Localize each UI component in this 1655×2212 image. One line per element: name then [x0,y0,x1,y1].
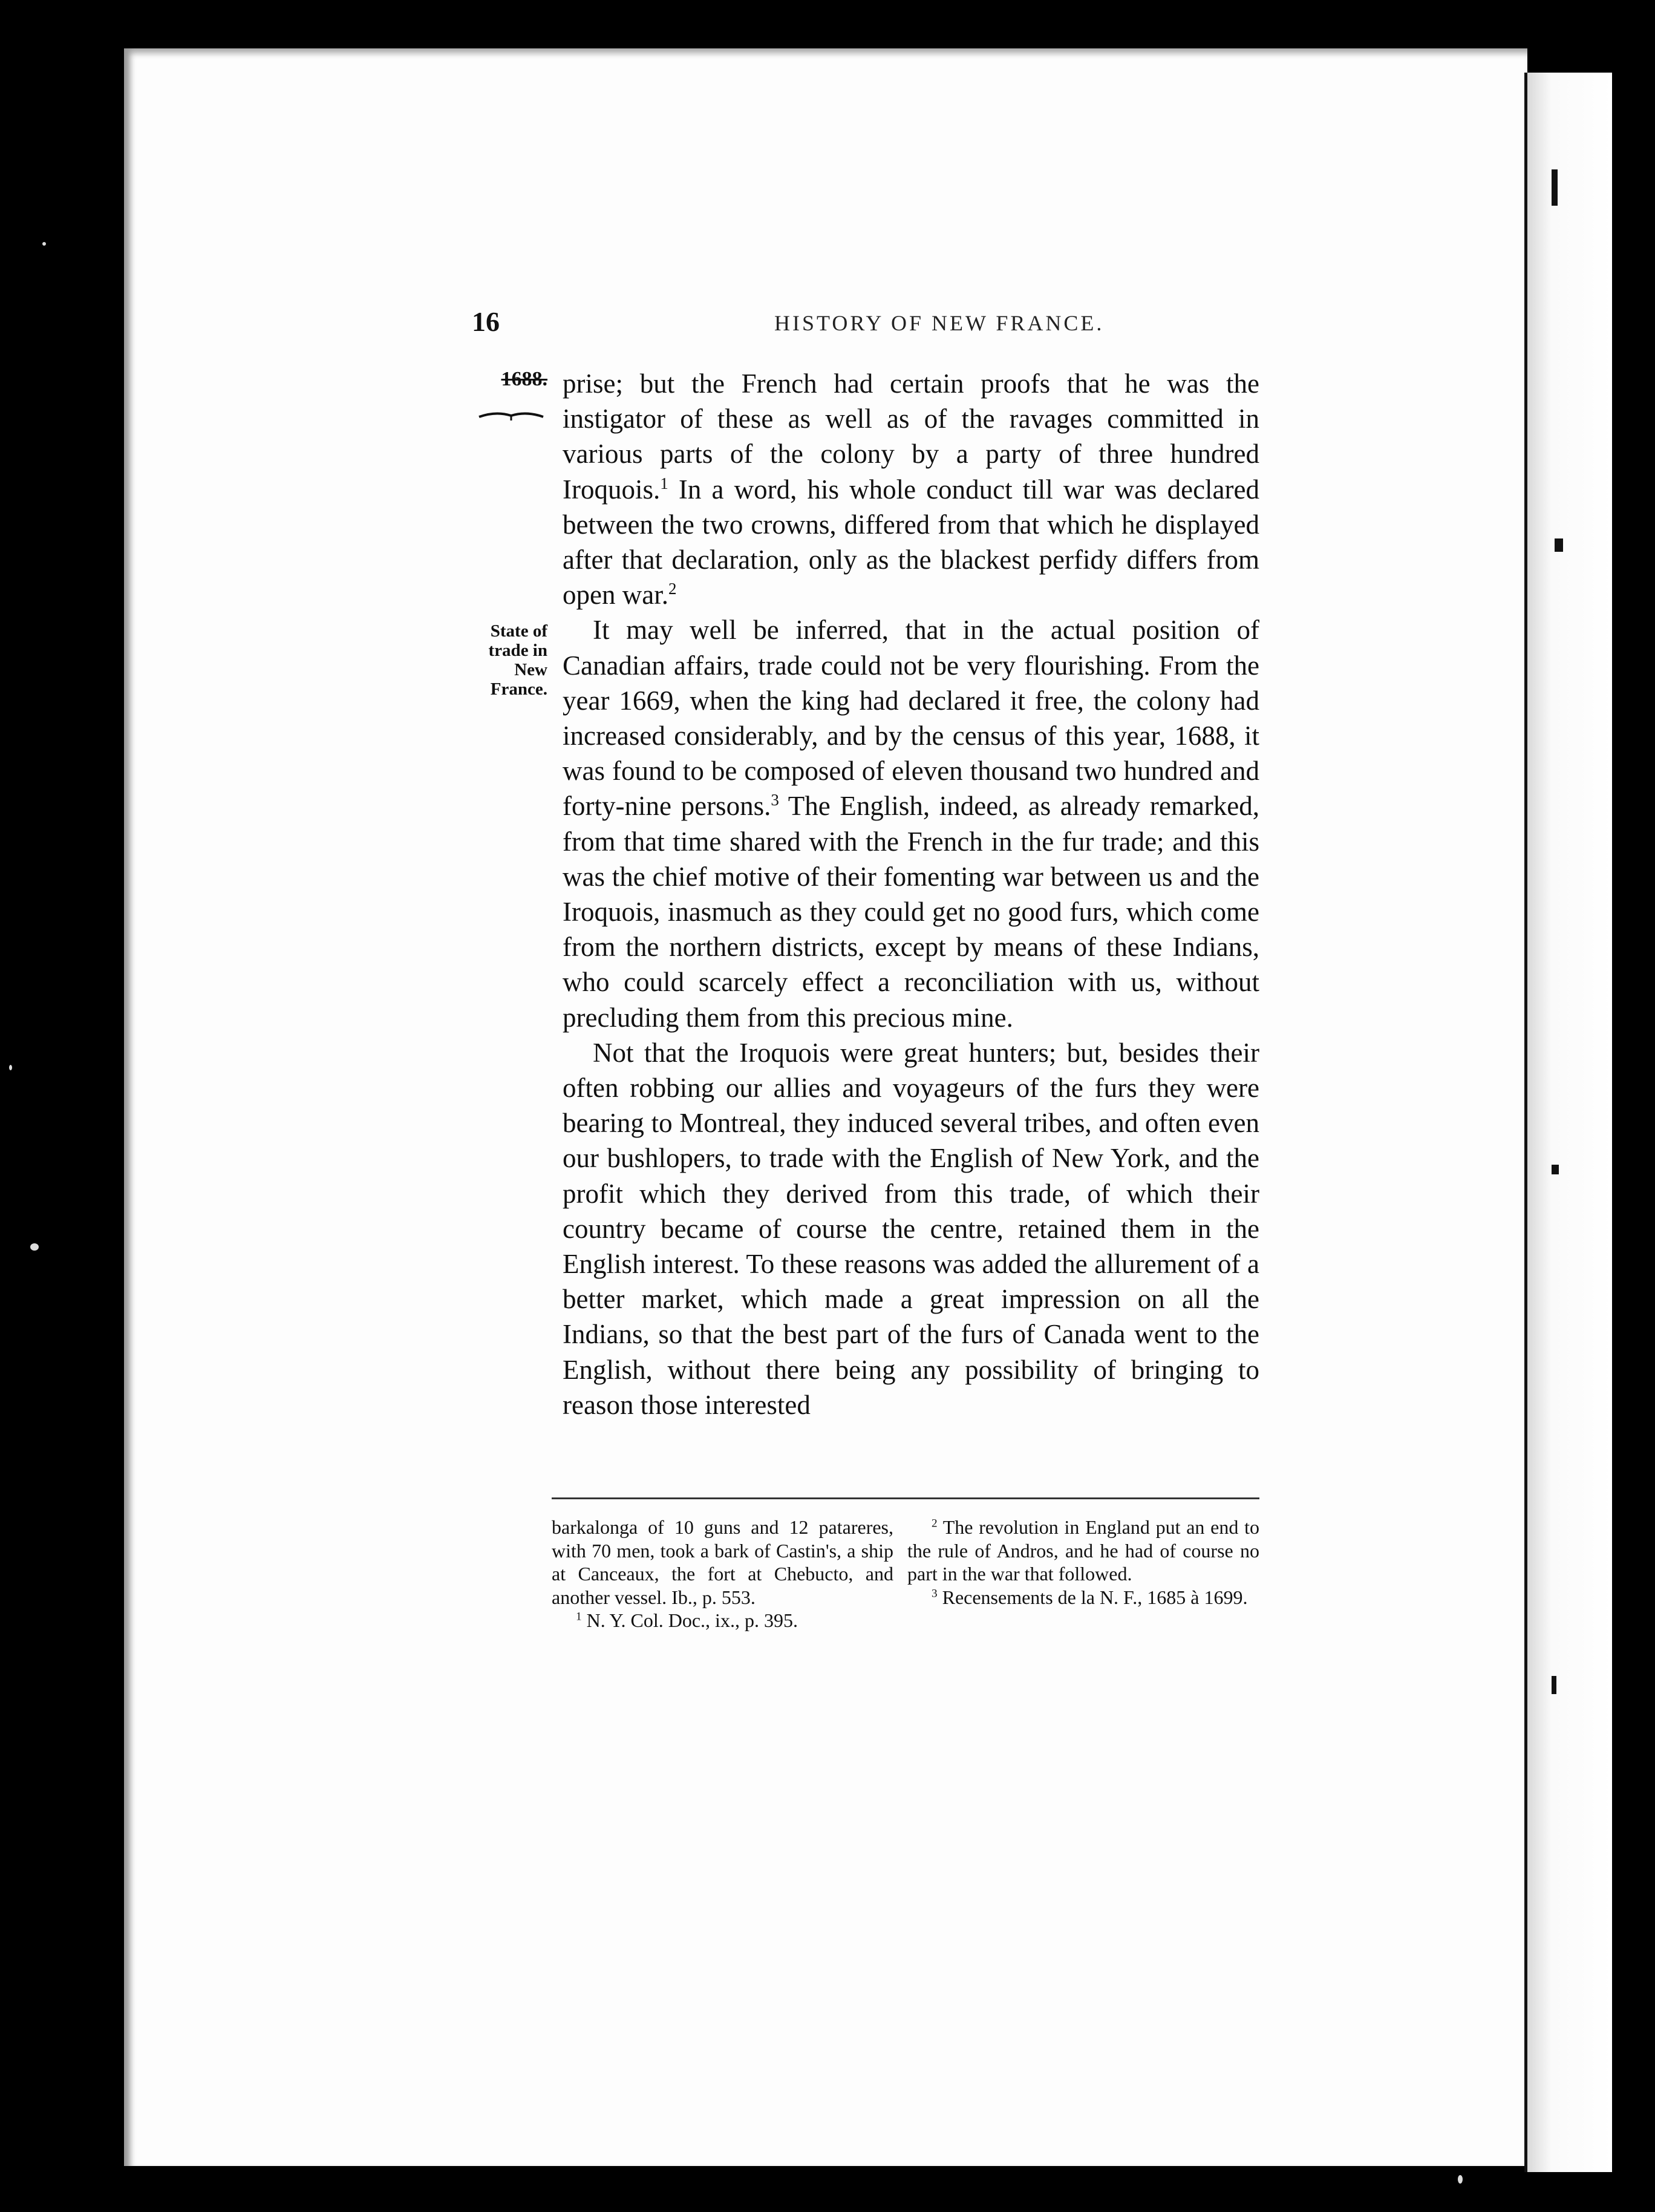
paragraph [563,1035,1259,1422]
footnote-marker: 1 [576,1610,582,1623]
footnote-ref: 2 [668,580,677,598]
footnote [907,1586,1259,1609]
paragraph-text: In a word, his whole conduct till war was declared between the two crowns, differed from that which he displayed after that declaration, only as the blackest perfidy differs from open war. [563,474,1259,610]
footnote: barkalonga of 10 guns and 12 patareres, with 70 men, took a bark of Castin's, a ship at Canceaux, the fort at Chebucto, and another vessel. Ib., p. 553. [552,1516,893,1608]
scan-speck [9,1065,12,1070]
margin-year: 1688. [501,368,547,390]
body-text [563,366,1259,1422]
footnote-text: The revolution in England put an end to the rule of Andros, and he had of course no part in the war that followed. [907,1516,1259,1585]
scan-speck [30,1243,39,1251]
margin-topic-line: New [514,660,547,679]
footnote-text: Recensements de la N. F., 1685 à 1699. [937,1586,1248,1608]
page-edge-mark [1555,538,1563,552]
paragraph [563,366,1259,612]
margin-topic-line: trade in [488,641,547,660]
adjacent-page-edge [1524,73,1612,2172]
margin-topic-note [460,621,547,699]
margin-topic-line: State of [490,621,547,641]
footnote-divider [552,1497,1259,1499]
scan-speck [1458,2175,1463,2184]
footnote-marker: 2 [932,1517,938,1530]
running-header [472,306,1258,342]
margin-flourish [478,410,544,422]
paragraph-text: It may well be inferred, that in the actual position of Canadian affairs, trade could not be very flourishing. From the year 1669, when the king had declared it free, the colony had increased considerably, and by the census of this year, 1688, it was found to be composed of eleven thousand two hundred and forty-nine persons. [563,615,1259,822]
footnotes-right-column [907,1516,1259,1609]
paragraph-text: Not that the Iroquois were great hunters; but, besides their often robbing our allies and voyageurs of the furs they were bearing to Montreal, they induced several tribes, and often even our bushlopers, to trade with the English of New York, and the profit which they derived from this trade, of which their country became of course the centre, retained them in the English interest. To these reasons was added the allurement of a better market, which made a great impression on all the Indians, so that the best part of the furs of Canada went to the English, without there being any possibility of bringing to reason those interested [563,1037,1259,1420]
footnotes-left-column [552,1516,893,1632]
footnote [907,1516,1259,1586]
footnote-ref: 1 [660,474,668,492]
paragraph-text: prise; but the French had certain proofs that he was the instigator of these as well as of the ravages committed in various parts of the colony by a party of three hundred Iroquois. [563,368,1259,505]
page-edge-mark [1552,169,1558,206]
paragraph [563,612,1259,1035]
footnote [552,1609,893,1632]
scan-speck [42,242,46,246]
page-number: 16 [472,306,500,337]
footnote-ref: 3 [771,791,779,810]
page-edge-mark [1552,1676,1556,1694]
margin-topic-line: France. [490,679,547,699]
paragraph-text: The English, indeed, as already remarked, from that time shared with the French in the fur trade; and this was the chief motive of their fomenting war between us and the Iroquois, inasmuch as they could get no good furs, which come from the northern districts, except by means of these Indians, who could scarcely effect a reconciliation with us, without precluding them from this precious mine. [563,791,1259,1033]
page-edge-mark [1552,1165,1559,1174]
running-title: HISTORY OF NEW FRANCE. [774,311,1105,335]
footnote-marker: 3 [932,1586,938,1600]
footnote-text: N. Y. Col. Doc., ix., p. 395. [581,1609,798,1631]
